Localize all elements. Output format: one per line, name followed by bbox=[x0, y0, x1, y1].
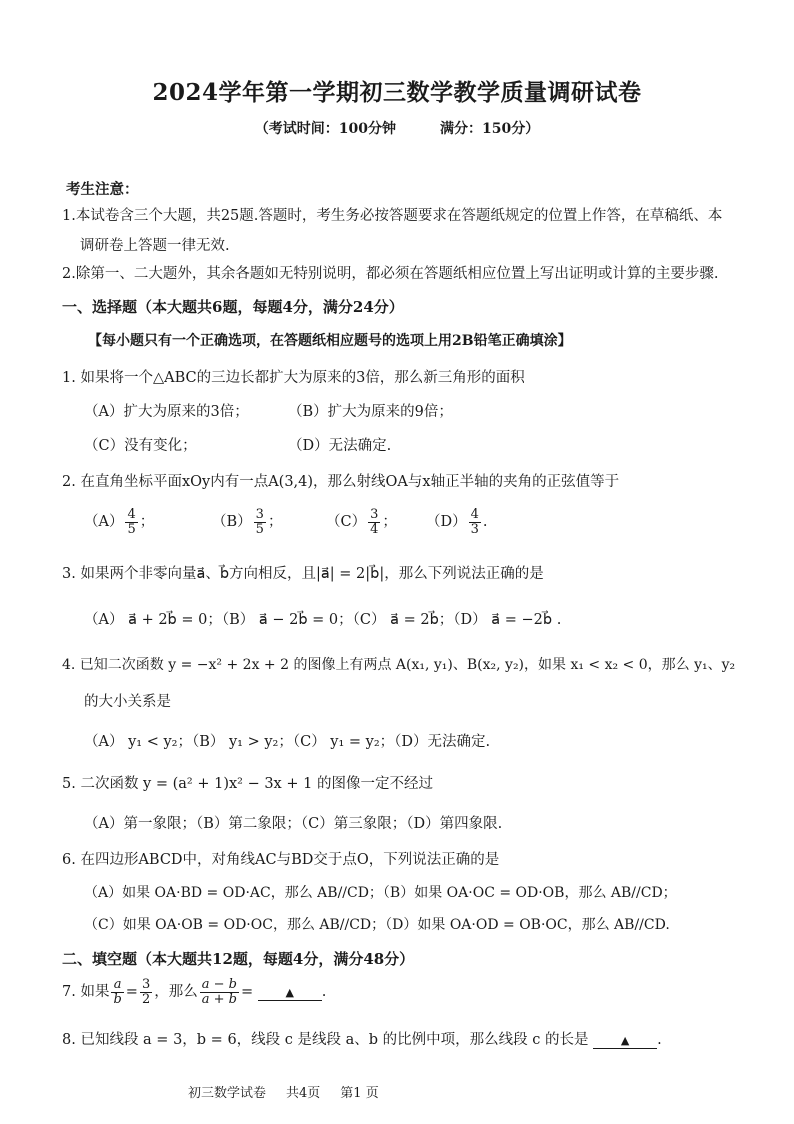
notice-item-1-cont: 调研卷上答题一律无效. bbox=[80, 238, 230, 254]
exam-time: （考试时间：100分钟 bbox=[254, 121, 396, 137]
q4-stem-cont: 的大小关系是 bbox=[84, 694, 171, 710]
q1-option-a: （A）扩大为原来的3倍； bbox=[84, 404, 249, 420]
q3-stem: 3. 如果两个非零向量a⃗、b⃗方向相反，且|a⃗| = 2|b⃗|，那么下列说法正确的是 bbox=[62, 566, 544, 582]
q5-stem: 5. 二次函数 y = (a² + 1)x² − 3x + 1 的图像一定不经过 bbox=[62, 776, 433, 792]
q5-options: （A）第一象限；（B）第二象限；（C）第三象限；（D）第四象限. bbox=[84, 816, 503, 832]
section2-heading: 二、填空题（本大题共12题，每题4分，满分48分） bbox=[62, 950, 415, 968]
footer-page-number: 第1 页 bbox=[340, 1086, 379, 1101]
notice-heading: 考生注意： bbox=[66, 181, 139, 198]
exam-score: 满分：150分） bbox=[440, 121, 540, 137]
q1-option-c: （C）没有变化； bbox=[84, 438, 197, 454]
q6-stem: 6. 在四边形ABCD中，对角线AC与BD交于点O，下列说法正确的是 bbox=[62, 852, 500, 868]
section1-heading: 一、选择题（本大题共6题，每题4分，满分24分） bbox=[62, 298, 404, 316]
q6-options-line1: （A）如果 OA·BD = OD·AC，那么 AB//CD；（B）如果 OA·OC = OD·OB，那么 AB//CD； bbox=[84, 885, 677, 901]
q7: 7. 如果 $\frac{a}{b}$ = $\frac{3}{2}$ ，那么 $\frac{a - b}{a + b}$ = ▲ . bbox=[62, 977, 327, 1007]
footer-exam-name: 初三数学试卷 bbox=[188, 1086, 267, 1101]
q2-option-d: （D） $\frac{4}{3}$ . bbox=[426, 507, 488, 537]
footer-total-pages: 共4页 bbox=[286, 1086, 321, 1101]
q4-stem: 4. 已知二次函数 y = −x² + 2x + 2 的图像上有两点 A(x₁, y₁)、B(x₂, y₂)，如果 x₁ < x₂ < 0，那么 y₁、y₂ bbox=[62, 657, 736, 673]
q3-options: （A） a⃗ + 2b⃗ = 0；（B） a⃗ − 2b⃗ = 0；（C） a⃗ = 2b⃗；（D） a⃗ = −2b⃗ . bbox=[84, 612, 562, 628]
q7-answer-blank[interactable]: ▲ bbox=[258, 986, 322, 1001]
q1-stem: 1. 如果将一个△ABC的三边长都扩大为原来的3倍，那么新三角形的面积 bbox=[62, 370, 525, 386]
notice-item-2: 2.除第一、二大题外，其余各题如无特别说明，都必须在答题纸相应位置上写出证明或计算的主要步骤. bbox=[62, 266, 719, 282]
q8: 8. 已知线段 a = 3，b = 6，线段 c 是线段 a、b 的比例中项，那么线段 c 的长是 ▲ . bbox=[62, 1032, 662, 1048]
page-footer bbox=[188, 1082, 399, 1101]
page-title: 2024学年第一学期初三数学教学质量调研试卷 bbox=[152, 79, 642, 106]
section1-instruction: 【每小题只有一个正确选项，在答题纸相应题号的选项上用2B铅笔正确填涂】 bbox=[88, 333, 572, 349]
q2-stem: 2. 在直角坐标平面xOy内有一点A(3,4)，那么射线OA与x轴正半轴的夹角的正弦值等于 bbox=[62, 474, 620, 490]
q6-options-line2: （C）如果 OA·OB = OD·OC，那么 AB//CD；（D）如果 OA·OD = OB·OC，那么 AB//CD. bbox=[84, 917, 670, 933]
exam-info bbox=[0, 118, 794, 138]
q1-option-b: （B）扩大为原来的9倍； bbox=[288, 404, 453, 420]
q2-option-c: （C） $\frac{3}{4}$ ； bbox=[326, 507, 397, 537]
q2-option-a: （A） $\frac{4}{5}$ ； bbox=[84, 507, 155, 537]
q1-option-d: （D）无法确定. bbox=[288, 438, 392, 454]
q2-option-b: （B） $\frac{3}{5}$ ； bbox=[212, 507, 283, 537]
q4-options: （A） y₁ < y₂；（B） y₁ > y₂；（C） y₁ = y₂；（D）无法确定. bbox=[84, 734, 491, 750]
q8-answer-blank[interactable]: ▲ bbox=[593, 1034, 657, 1049]
notice-item-1: 1.本试卷含三个大题，共25题.答题时，考生务必按答题要求在答题纸规定的位置上作答，在草稿纸、本 bbox=[62, 208, 723, 224]
